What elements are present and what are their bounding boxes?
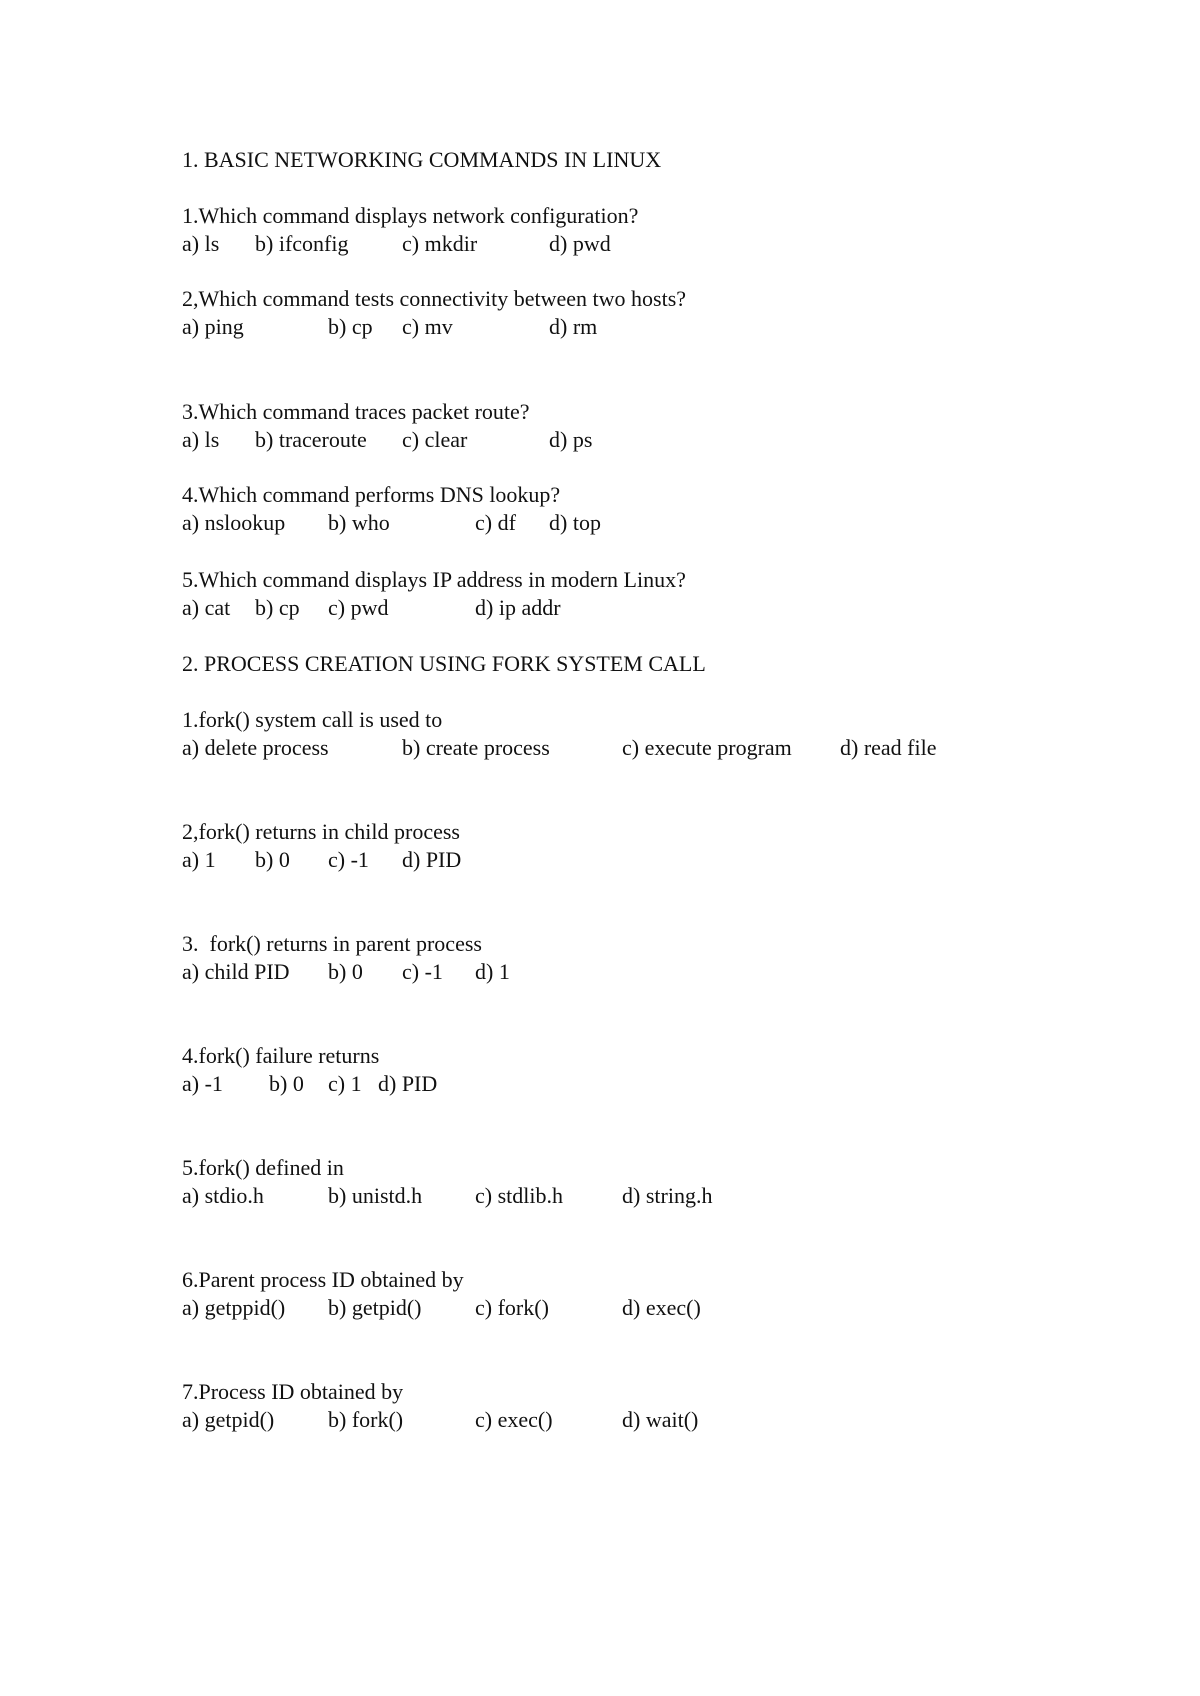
option-c: c) clear <box>402 427 468 452</box>
option-b: b) 0 <box>255 847 290 872</box>
option-c: c) exec() <box>475 1407 553 1432</box>
option-c: c) -1 <box>328 847 369 872</box>
option-d: d) pwd <box>549 231 611 256</box>
question-text: 5.Which command displays IP address in modern Linux? <box>182 567 686 592</box>
options-row <box>182 230 611 258</box>
option-b: b) ifconfig <box>255 231 349 256</box>
option-d: d) PID <box>378 1071 438 1096</box>
options-row <box>182 1182 713 1210</box>
question-text: 6.Parent process ID obtained by <box>182 1267 464 1292</box>
option-d: d) ip addr <box>475 595 561 620</box>
question-text: 1.Which command displays network configuration? <box>182 203 639 228</box>
option-b: b) who <box>328 510 390 535</box>
option-a: a) delete process <box>182 735 329 760</box>
option-b: b) 0 <box>269 1071 304 1096</box>
option-c: c) stdlib.h <box>475 1183 563 1208</box>
options-row <box>182 594 561 622</box>
option-d: d) PID <box>402 847 462 872</box>
option-d: d) wait() <box>622 1407 699 1432</box>
options-row <box>182 846 462 874</box>
option-c: c) 1 <box>328 1071 362 1096</box>
option-c: c) -1 <box>402 959 443 984</box>
options-row <box>182 426 593 454</box>
option-d: d) read file <box>840 735 937 760</box>
option-a: a) getppid() <box>182 1295 286 1320</box>
options-row <box>182 1070 438 1098</box>
option-c: c) mkdir <box>402 231 478 256</box>
option-b: b) cp <box>328 314 373 339</box>
question-text: 5.fork() defined in <box>182 1155 344 1180</box>
option-a: a) ls <box>182 231 220 256</box>
question-text: 2,Which command tests connectivity between two hosts? <box>182 286 687 311</box>
question-text: 3.Which command traces packet route? <box>182 399 530 424</box>
option-a: a) 1 <box>182 847 216 872</box>
option-a: a) -1 <box>182 1071 223 1096</box>
option-d: d) ps <box>549 427 593 452</box>
option-a: a) child PID <box>182 959 290 984</box>
option-a: a) ls <box>182 427 220 452</box>
option-b: b) unistd.h <box>328 1183 423 1208</box>
option-b: b) cp <box>255 595 300 620</box>
options-row <box>182 1294 701 1322</box>
option-b: b) 0 <box>328 959 363 984</box>
option-a: a) nslookup <box>182 510 286 535</box>
option-c: c) fork() <box>475 1295 549 1320</box>
question-text: 7.Process ID obtained by <box>182 1379 404 1404</box>
section-heading: 2. PROCESS CREATION USING FORK SYSTEM CALL <box>182 651 706 676</box>
section-heading: 1. BASIC NETWORKING COMMANDS IN LINUX <box>182 147 662 172</box>
options-row <box>182 958 510 986</box>
option-a: a) stdio.h <box>182 1183 264 1208</box>
option-d: d) top <box>549 510 601 535</box>
question-text: 3. fork() returns in parent process <box>182 931 482 956</box>
option-b: b) fork() <box>328 1407 404 1432</box>
options-row <box>182 1406 699 1434</box>
question-text: 1.fork() system call is used to <box>182 707 443 732</box>
question-text: 2,fork() returns in child process <box>182 819 460 844</box>
question-text: 4.fork() failure returns <box>182 1043 380 1068</box>
option-d: d) rm <box>549 314 598 339</box>
option-c: c) execute program <box>622 735 792 760</box>
option-c: c) mv <box>402 314 453 339</box>
question-text: 4.Which command performs DNS lookup? <box>182 482 561 507</box>
option-d: d) string.h <box>622 1183 713 1208</box>
option-a: a) cat <box>182 595 231 620</box>
option-c: c) df <box>475 510 516 535</box>
option-b: b) traceroute <box>255 427 367 452</box>
options-row <box>182 313 598 341</box>
option-a: a) getpid() <box>182 1407 275 1432</box>
option-b: b) getpid() <box>328 1295 422 1320</box>
option-c: c) pwd <box>328 595 389 620</box>
option-b: b) create process <box>402 735 550 760</box>
options-row <box>182 734 937 762</box>
option-a: a) ping <box>182 314 244 339</box>
options-row <box>182 509 601 537</box>
option-d: d) exec() <box>622 1295 701 1320</box>
option-d: d) 1 <box>475 959 510 984</box>
